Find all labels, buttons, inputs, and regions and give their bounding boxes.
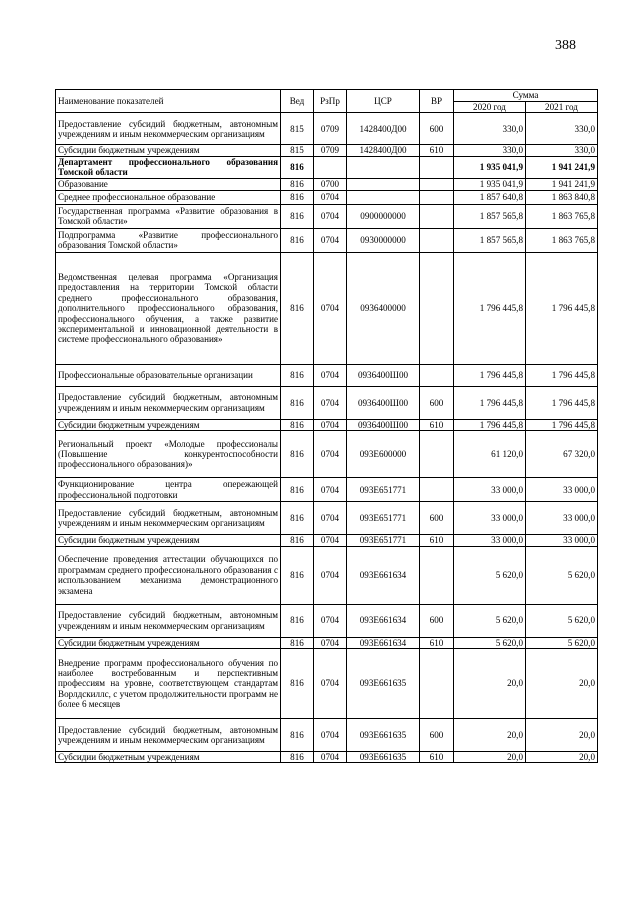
table-row <box>56 419 598 430</box>
row-sum-2021: 330,0 <box>526 145 598 156</box>
row-rzpr: 0704 <box>314 604 347 637</box>
row-rzpr: 0700 <box>314 178 347 190</box>
row-vr <box>420 252 454 364</box>
row-sum-2021: 330,0 <box>526 113 598 145</box>
row-name: Предоставление субсидий бюджетным, автономным учреждениям и иным некоммерческим организациям <box>56 386 281 419</box>
table-row <box>56 364 598 386</box>
table-row <box>56 604 598 637</box>
row-sum-2020: 20,0 <box>454 752 526 763</box>
row-ved: 816 <box>281 190 314 204</box>
row-sum-2021: 5 620,0 <box>526 637 598 648</box>
row-ved: 815 <box>281 113 314 145</box>
row-vr: 600 <box>420 113 454 145</box>
row-vr <box>420 156 454 178</box>
table-row <box>56 190 598 204</box>
table-row <box>56 649 598 719</box>
row-sum-2020: 1 857 565,8 <box>454 204 526 228</box>
row-sum-2021: 20,0 <box>526 649 598 719</box>
row-sum-2021: 1 796 445,8 <box>526 386 598 419</box>
row-sum-2021: 33 000,0 <box>526 478 598 502</box>
row-name: Региональный проект «Молодые профессионалы (Повышение конкурентоспособности профессионального образования)» <box>56 431 281 478</box>
row-rzpr: 0704 <box>314 419 347 430</box>
row-sum-2020: 5 620,0 <box>454 604 526 637</box>
row-vr: 610 <box>420 637 454 648</box>
row-ved: 815 <box>281 145 314 156</box>
table-row <box>56 546 598 604</box>
row-vr <box>420 178 454 190</box>
table-row <box>56 178 598 190</box>
row-vr: 610 <box>420 535 454 546</box>
row-rzpr: 0704 <box>314 649 347 719</box>
row-sum-2021: 1 863 765,8 <box>526 228 598 252</box>
row-sum-2020: 20,0 <box>454 649 526 719</box>
row-ved: 816 <box>281 604 314 637</box>
row-sum-2021: 5 620,0 <box>526 546 598 604</box>
row-csr: 0936400Ш00 <box>347 364 420 386</box>
row-ved: 816 <box>281 535 314 546</box>
row-sum-2020: 33 000,0 <box>454 478 526 502</box>
row-name: Предоставление субсидий бюджетным, автономным учреждениям и иным некоммерческим организациям <box>56 502 281 535</box>
row-sum-2021: 1 941 241,9 <box>526 156 598 178</box>
row-name: Функционирование центра опережающей профессиональной подготовки <box>56 478 281 502</box>
row-sum-2020: 33 000,0 <box>454 535 526 546</box>
header-sum: Сумма <box>454 90 598 102</box>
row-sum-2021: 33 000,0 <box>526 502 598 535</box>
row-sum-2020: 1 935 041,9 <box>454 156 526 178</box>
header-rzpr: РзПр <box>314 90 347 113</box>
row-vr <box>420 546 454 604</box>
table-row <box>56 156 598 178</box>
header-row <box>56 90 598 102</box>
row-sum-2020: 5 620,0 <box>454 637 526 648</box>
row-ved: 816 <box>281 386 314 419</box>
row-name: Субсидии бюджетным учреждениям <box>56 145 281 156</box>
row-rzpr: 0704 <box>314 252 347 364</box>
row-vr <box>420 228 454 252</box>
row-sum-2020: 5 620,0 <box>454 546 526 604</box>
row-csr <box>347 190 420 204</box>
header-name: Наименование показателей <box>56 90 281 113</box>
table-row <box>56 145 598 156</box>
row-ved: 816 <box>281 546 314 604</box>
header-vr: ВР <box>420 90 454 113</box>
budget-table <box>55 89 598 763</box>
row-sum-2020: 1 935 041,9 <box>454 178 526 190</box>
row-sum-2020: 330,0 <box>454 113 526 145</box>
row-vr: 600 <box>420 719 454 752</box>
row-ved: 816 <box>281 719 314 752</box>
row-name: Государственная программа «Развитие образования в Томской области» <box>56 204 281 228</box>
row-vr <box>420 190 454 204</box>
row-ved: 816 <box>281 502 314 535</box>
row-csr: 093E661634 <box>347 546 420 604</box>
row-rzpr: 0704 <box>314 204 347 228</box>
row-sum-2021: 20,0 <box>526 719 598 752</box>
row-ved: 816 <box>281 228 314 252</box>
row-sum-2021: 1 796 445,8 <box>526 364 598 386</box>
row-sum-2020: 1 796 445,8 <box>454 252 526 364</box>
row-rzpr: 0709 <box>314 113 347 145</box>
row-sum-2020: 20,0 <box>454 719 526 752</box>
row-csr: 1428400Д00 <box>347 145 420 156</box>
row-sum-2020: 1 857 565,8 <box>454 228 526 252</box>
row-name: Внедрение программ профессионального обучения по наиболее востребованным и перспективным профессиям на уровне, соответствующем стандартам Ворлдскиллс, с учетом продолжительности программ не более 6 месяцев <box>56 649 281 719</box>
row-rzpr: 0704 <box>314 431 347 478</box>
row-csr: 093E661635 <box>347 649 420 719</box>
row-csr: 0936400Ш00 <box>347 419 420 430</box>
row-name: Субсидии бюджетным учреждениям <box>56 637 281 648</box>
row-sum-2021: 33 000,0 <box>526 535 598 546</box>
row-sum-2021: 5 620,0 <box>526 604 598 637</box>
row-rzpr: 0704 <box>314 502 347 535</box>
table-row <box>56 252 598 364</box>
row-vr <box>420 478 454 502</box>
row-ved: 816 <box>281 478 314 502</box>
header-ved: Вед <box>281 90 314 113</box>
row-sum-2020: 1 857 640,8 <box>454 190 526 204</box>
row-csr: 093E661635 <box>347 752 420 763</box>
table-row <box>56 204 598 228</box>
row-name: Обеспечение проведения аттестации обучающихся по программам среднего профессионального образования с использованием механизма демонстрационного экзамена <box>56 546 281 604</box>
row-name: Субсидии бюджетным учреждениям <box>56 535 281 546</box>
row-sum-2021: 67 320,0 <box>526 431 598 478</box>
row-csr: 093E651771 <box>347 478 420 502</box>
row-sum-2021: 1 863 765,8 <box>526 204 598 228</box>
row-sum-2021: 20,0 <box>526 752 598 763</box>
row-rzpr: 0704 <box>314 190 347 204</box>
row-csr: 093E661634 <box>347 637 420 648</box>
row-ved: 816 <box>281 178 314 190</box>
row-csr: 0930000000 <box>347 228 420 252</box>
row-name: Подпрограмма «Развитие профессионального образования Томской области» <box>56 228 281 252</box>
header-year-2021: 2021 год <box>526 102 598 113</box>
row-csr: 093E661635 <box>347 719 420 752</box>
row-name: Ведомственная целевая программа «Организация предоставления на территории Томской области среднего профессионального образования, дополнительного профессионального образования, профессионального обучения, а также развитие экспериментальной и инновационной деятельности в системе профессионального образования» <box>56 252 281 364</box>
row-vr <box>420 364 454 386</box>
row-vr: 610 <box>420 752 454 763</box>
row-sum-2021: 1 863 840,8 <box>526 190 598 204</box>
row-vr <box>420 431 454 478</box>
row-name: Департамент профессионального образования Томской области <box>56 156 281 178</box>
row-vr: 610 <box>420 145 454 156</box>
row-rzpr: 0709 <box>314 145 347 156</box>
row-csr: 0900000000 <box>347 204 420 228</box>
table-row <box>56 431 598 478</box>
table-row <box>56 113 598 145</box>
header-csr: ЦСР <box>347 90 420 113</box>
table-row <box>56 478 598 502</box>
row-sum-2020: 1 796 445,8 <box>454 386 526 419</box>
row-sum-2020: 61 120,0 <box>454 431 526 478</box>
row-name: Образование <box>56 178 281 190</box>
row-name: Субсидии бюджетным учреждениям <box>56 419 281 430</box>
row-name: Предоставление субсидий бюджетным, автономным учреждениям и иным некоммерческим организациям <box>56 604 281 637</box>
row-sum-2021: 1 941 241,9 <box>526 178 598 190</box>
row-csr: 093E651771 <box>347 535 420 546</box>
row-csr: 0936400Ш00 <box>347 386 420 419</box>
row-sum-2020: 1 796 445,8 <box>454 364 526 386</box>
row-csr: 1428400Д00 <box>347 113 420 145</box>
row-vr <box>420 204 454 228</box>
row-ved: 816 <box>281 649 314 719</box>
row-csr: 0936400000 <box>347 252 420 364</box>
table-row <box>56 535 598 546</box>
table-row <box>56 502 598 535</box>
row-ved: 816 <box>281 419 314 430</box>
row-vr <box>420 649 454 719</box>
row-csr: 093E651771 <box>347 502 420 535</box>
row-name: Предоставление субсидий бюджетным, автономным учреждениям и иным некоммерческим организациям <box>56 113 281 145</box>
row-sum-2021: 1 796 445,8 <box>526 252 598 364</box>
table-row <box>56 637 598 648</box>
row-ved: 816 <box>281 156 314 178</box>
row-ved: 816 <box>281 204 314 228</box>
row-csr: 093E661634 <box>347 604 420 637</box>
row-vr: 610 <box>420 419 454 430</box>
row-rzpr: 0704 <box>314 752 347 763</box>
row-rzpr: 0704 <box>314 478 347 502</box>
table-row <box>56 386 598 419</box>
row-vr: 600 <box>420 502 454 535</box>
row-rzpr: 0704 <box>314 364 347 386</box>
table-row <box>56 752 598 763</box>
row-ved: 816 <box>281 637 314 648</box>
row-sum-2020: 1 796 445,8 <box>454 419 526 430</box>
row-rzpr: 0704 <box>314 546 347 604</box>
row-rzpr <box>314 156 347 178</box>
page-number: 388 <box>555 38 576 53</box>
row-rzpr: 0704 <box>314 637 347 648</box>
header-year-2020: 2020 год <box>454 102 526 113</box>
row-csr <box>347 178 420 190</box>
table-row <box>56 228 598 252</box>
row-sum-2021: 1 796 445,8 <box>526 419 598 430</box>
table-row <box>56 719 598 752</box>
row-ved: 816 <box>281 252 314 364</box>
row-rzpr: 0704 <box>314 719 347 752</box>
row-rzpr: 0704 <box>314 535 347 546</box>
row-name: Субсидии бюджетным учреждениям <box>56 752 281 763</box>
row-ved: 816 <box>281 431 314 478</box>
row-name: Профессиональные образовательные организации <box>56 364 281 386</box>
row-vr: 600 <box>420 386 454 419</box>
row-csr: 093E600000 <box>347 431 420 478</box>
row-rzpr: 0704 <box>314 386 347 419</box>
row-name: Среднее профессиональное образование <box>56 190 281 204</box>
table-body <box>56 90 598 763</box>
row-sum-2020: 330,0 <box>454 145 526 156</box>
row-sum-2020: 33 000,0 <box>454 502 526 535</box>
row-ved: 816 <box>281 752 314 763</box>
row-rzpr: 0704 <box>314 228 347 252</box>
row-ved: 816 <box>281 364 314 386</box>
row-csr <box>347 156 420 178</box>
row-name: Предоставление субсидий бюджетным, автономным учреждениям и иным некоммерческим организациям <box>56 719 281 752</box>
row-vr: 600 <box>420 604 454 637</box>
